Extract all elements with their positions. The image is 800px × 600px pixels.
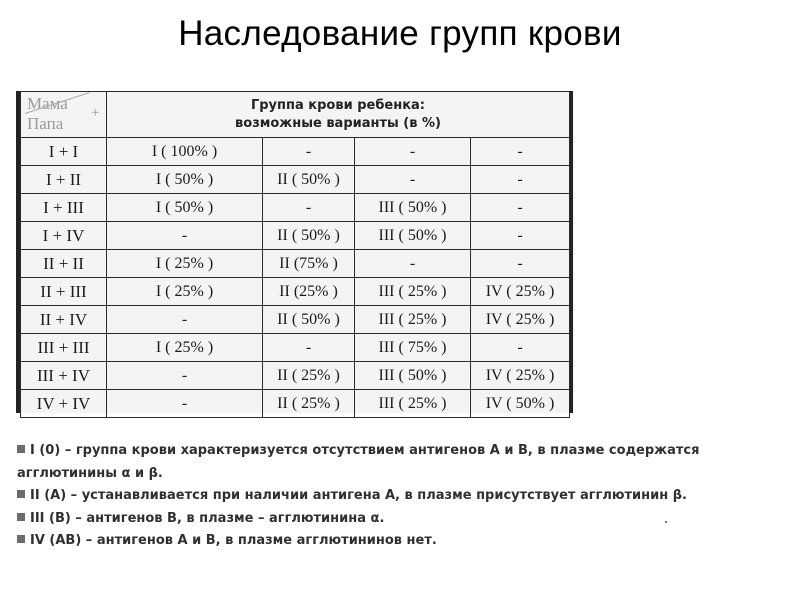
parent-pair-cell: I + II — [21, 166, 107, 194]
group-2-cell: II ( 50% ) — [263, 222, 355, 250]
header-cell — [107, 92, 570, 138]
group-1-cell: I ( 25% ) — [107, 250, 263, 278]
group-2-cell: II ( 50% ) — [263, 166, 355, 194]
group-2-cell: - — [263, 334, 355, 362]
group-4-cell: - — [471, 138, 570, 166]
group-2-cell: II ( 25% ) — [263, 390, 355, 418]
table-header-row — [21, 92, 570, 138]
mother-label: Мама — [27, 94, 68, 113]
blood-group-table-image — [16, 91, 574, 413]
note-text: агглютинины α и β. — [17, 465, 163, 481]
notes-list — [17, 440, 793, 553]
group-2-cell: - — [263, 194, 355, 222]
group-4-cell: IV ( 25% ) — [471, 278, 570, 306]
group-4-cell: - — [471, 222, 570, 250]
header-line-1: Группа крови ребенка: — [250, 97, 426, 113]
father-label: Папа — [27, 114, 64, 133]
group-3-cell: III ( 25% ) — [355, 306, 471, 334]
group-4-cell: IV ( 25% ) — [471, 362, 570, 390]
group-1-cell: - — [107, 222, 263, 250]
note-item — [17, 508, 793, 531]
group-4-cell: - — [471, 250, 570, 278]
group-3-cell: - — [355, 166, 471, 194]
group-1-cell: I ( 50% ) — [107, 194, 263, 222]
note-text: I (0) – группа крови характеризуется отсутствием антигенов А и В, в плазме содержатся — [30, 443, 700, 458]
square-bullet-icon — [17, 513, 25, 521]
parent-pair-cell: I + I — [21, 138, 107, 166]
group-2-cell: II (25% ) — [263, 278, 355, 306]
group-3-cell: III ( 50% ) — [355, 362, 471, 390]
group-4-cell: - — [471, 334, 570, 362]
note-item — [17, 530, 793, 553]
group-2-cell: II (75% ) — [263, 250, 355, 278]
table-row — [21, 278, 570, 306]
group-1-cell: I ( 25% ) — [107, 278, 263, 306]
parent-pair-cell: III + III — [21, 334, 107, 362]
square-bullet-icon — [17, 490, 25, 498]
parent-pair-cell: IV + IV — [21, 390, 107, 418]
group-2-cell: II ( 50% ) — [263, 306, 355, 334]
table-row — [21, 194, 570, 222]
group-4-cell: IV ( 25% ) — [471, 306, 570, 334]
table-row — [21, 362, 570, 390]
square-bullet-icon — [17, 535, 25, 543]
table-row — [21, 250, 570, 278]
table-row — [21, 334, 570, 362]
plus-sign: + — [91, 105, 100, 121]
note-continuation — [17, 463, 793, 486]
group-4-cell: - — [471, 194, 570, 222]
group-4-cell: - — [471, 166, 570, 194]
parent-pair-cell: III + IV — [21, 362, 107, 390]
group-3-cell: - — [355, 250, 471, 278]
note-item — [17, 485, 793, 508]
group-3-cell: III ( 50% ) — [355, 222, 471, 250]
group-1-cell: I ( 100% ) — [107, 138, 263, 166]
square-bullet-icon — [17, 445, 25, 453]
header-line-2: возможные варианты (в %) — [235, 115, 441, 131]
corner-cell — [21, 92, 107, 138]
table-row — [21, 306, 570, 334]
stray-dot — [665, 521, 667, 523]
group-1-cell: - — [107, 390, 263, 418]
group-1-cell: - — [107, 362, 263, 390]
slide-title: Наследование групп крови — [178, 14, 622, 53]
note-text: IV (AB) – антигенов А и В, в плазме агглютининов нет. — [30, 533, 437, 548]
group-3-cell: III ( 25% ) — [355, 390, 471, 418]
group-3-cell: - — [355, 138, 471, 166]
parent-pair-cell: I + III — [21, 194, 107, 222]
group-1-cell: - — [107, 306, 263, 334]
note-text: III (B) – антигенов В, в плазме – агглютинина α. — [30, 510, 385, 526]
group-3-cell: III ( 50% ) — [355, 194, 471, 222]
group-1-cell: I ( 50% ) — [107, 166, 263, 194]
parent-pair-cell: I + IV — [21, 222, 107, 250]
note-item — [17, 440, 793, 463]
group-4-cell: IV ( 50% ) — [471, 390, 570, 418]
group-1-cell: I ( 25% ) — [107, 334, 263, 362]
parent-pair-cell: II + III — [21, 278, 107, 306]
table-row — [21, 390, 570, 418]
table-row — [21, 222, 570, 250]
parent-pair-cell: II + II — [21, 250, 107, 278]
group-2-cell: II ( 25% ) — [263, 362, 355, 390]
group-3-cell: III ( 25% ) — [355, 278, 471, 306]
blood-group-table — [20, 91, 570, 418]
table-row — [21, 138, 570, 166]
group-2-cell: - — [263, 138, 355, 166]
note-text: II (A) – устанавливается при наличии антигена А, в плазме присутствует агглютинин β. — [30, 488, 687, 503]
table-row — [21, 166, 570, 194]
parent-pair-cell: II + IV — [21, 306, 107, 334]
group-3-cell: III ( 75% ) — [355, 334, 471, 362]
